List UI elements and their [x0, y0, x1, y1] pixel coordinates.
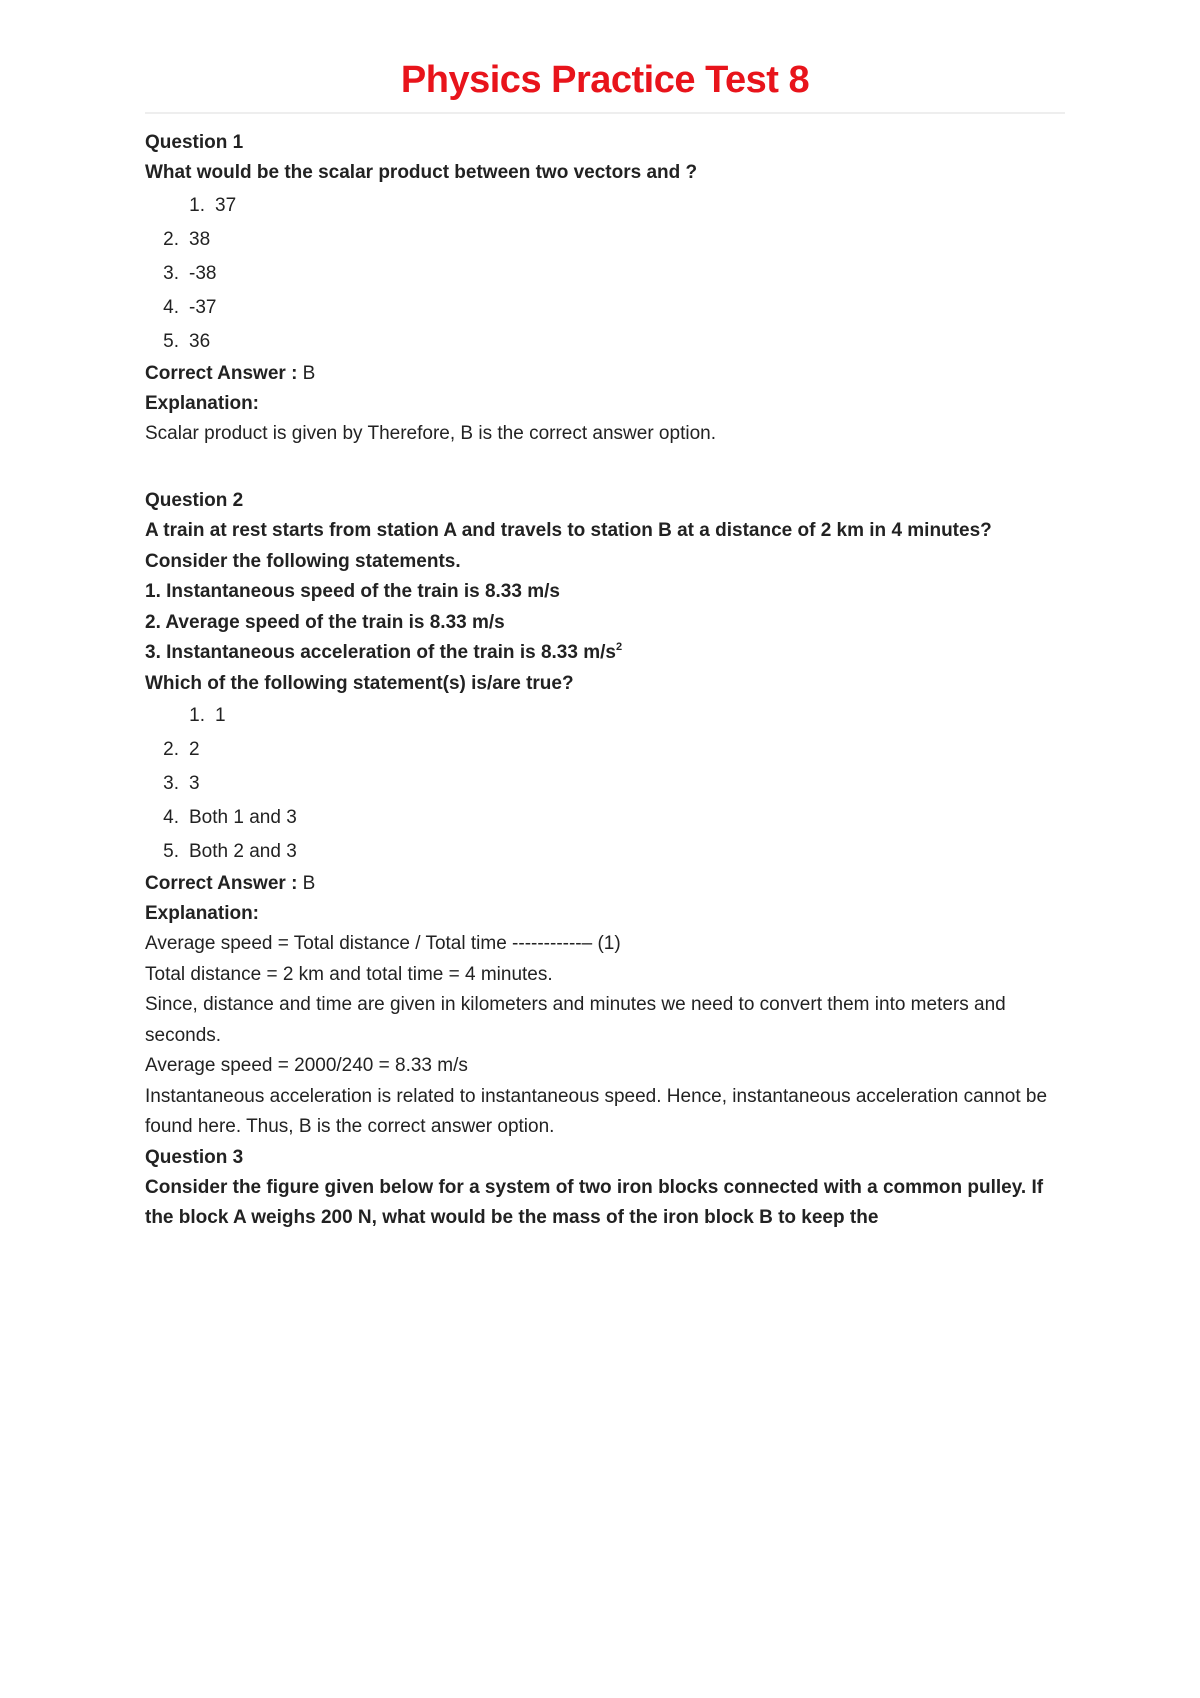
statement-3-superscript: 2 [615, 641, 623, 653]
question-1-options [145, 189, 1065, 359]
question-2-heading: Question 2 [145, 490, 244, 511]
option-label: -38 [189, 262, 217, 284]
question-1-heading: Question 1 [145, 132, 244, 153]
question-2-explanation-line: Total distance = 2 km and total time = 4 minutes. [145, 963, 553, 985]
question-3-heading: Question 3 [145, 1146, 244, 1168]
question-2-explanation-label: Explanation: [145, 903, 260, 924]
question-1-explanation-label: Explanation: [145, 392, 260, 414]
option-label: 36 [189, 330, 211, 352]
option-number: 1. [189, 194, 205, 216]
question-2-option [145, 767, 1065, 801]
option-number: 4. [163, 296, 179, 318]
option-number: 1. [189, 705, 205, 726]
option-label: 2 [189, 739, 200, 760]
page-title: Physics Practice Test 8 [400, 59, 810, 101]
option-label: 37 [215, 194, 237, 216]
document-page [145, 0, 1065, 1234]
question-2-options [145, 699, 1065, 869]
question-2-statement-3 [145, 638, 1065, 669]
question-1-explanation: Scalar product is given by Therefore, B is the correct answer option. [145, 422, 716, 444]
option-label: 3 [189, 773, 200, 794]
option-number: 3. [163, 773, 179, 794]
question-2-text-line: Consider the following statements. [145, 550, 461, 572]
question-2-explanation-line: Since, distance and time are given in kilometers and minutes we need to convert them into meters and seconds. [145, 994, 1006, 1046]
option-label: 38 [189, 228, 211, 250]
question-2-statement-1: 1. Instantaneous speed of the train is 8.33 m/s [145, 581, 560, 602]
question-1 [145, 128, 1065, 449]
option-label: -37 [189, 296, 217, 318]
question-1-option [145, 325, 1065, 359]
question-3-text: Consider the figure given below for a system of two iron blocks connected with a common pulley. If the block A weighs 200 N, what would be the mass of the iron block B to keep the [145, 1176, 1044, 1228]
correct-answer-label: Correct Answer : [145, 873, 298, 894]
option-number: 3. [163, 262, 179, 284]
question-2-option [145, 835, 1065, 869]
statement-3-text: 3. Instantaneous acceleration of the train is 8.33 m/s [145, 642, 616, 663]
question-2-explanation-line: Instantaneous acceleration is related to instantaneous speed. Hence, instantaneous acceleration cannot be found here. Thus, B is the correct answer option. [145, 1085, 1048, 1137]
question-2-correct-answer [145, 869, 1065, 899]
option-label: 1 [215, 705, 226, 726]
correct-answer-label: Correct Answer : [145, 362, 298, 384]
option-number: 5. [163, 841, 179, 862]
question-2-option [145, 801, 1065, 835]
question-2-explanation-line: Average speed = 2000/240 = 8.33 m/s [145, 1055, 468, 1076]
question-1-correct-answer [145, 359, 1065, 389]
option-number: 5. [163, 330, 179, 352]
correct-answer-value: B [297, 362, 316, 384]
question-2-statement-2: 2. Average speed of the train is 8.33 m/s [145, 611, 505, 633]
option-number: 4. [163, 807, 179, 828]
question-2-text-line: A train at rest starts from station A and travels to station B at a distance of 2 km in 4 minutes? [145, 520, 992, 541]
question-2-prompt: Which of the following statement(s) is/are true? [145, 672, 574, 694]
option-number: 2. [163, 739, 179, 760]
option-label: Both 1 and 3 [189, 807, 297, 828]
question-1-option [145, 223, 1065, 257]
question-1-option [145, 189, 1065, 223]
question-2-option [145, 733, 1065, 767]
question-1-text: What would be the scalar product between two vectors and ? [145, 162, 698, 183]
correct-answer-value: B [297, 873, 316, 894]
question-2 [145, 486, 1065, 1143]
question-1-option [145, 257, 1065, 291]
question-3 [145, 1143, 1065, 1234]
question-1-option [145, 291, 1065, 325]
option-number: 2. [163, 228, 179, 250]
option-label: Both 2 and 3 [189, 841, 297, 862]
question-2-explanation-line: Average speed = Total distance / Total time -----------– (1) [145, 933, 621, 954]
title-divider [145, 112, 1065, 114]
question-2-option [145, 699, 1065, 733]
